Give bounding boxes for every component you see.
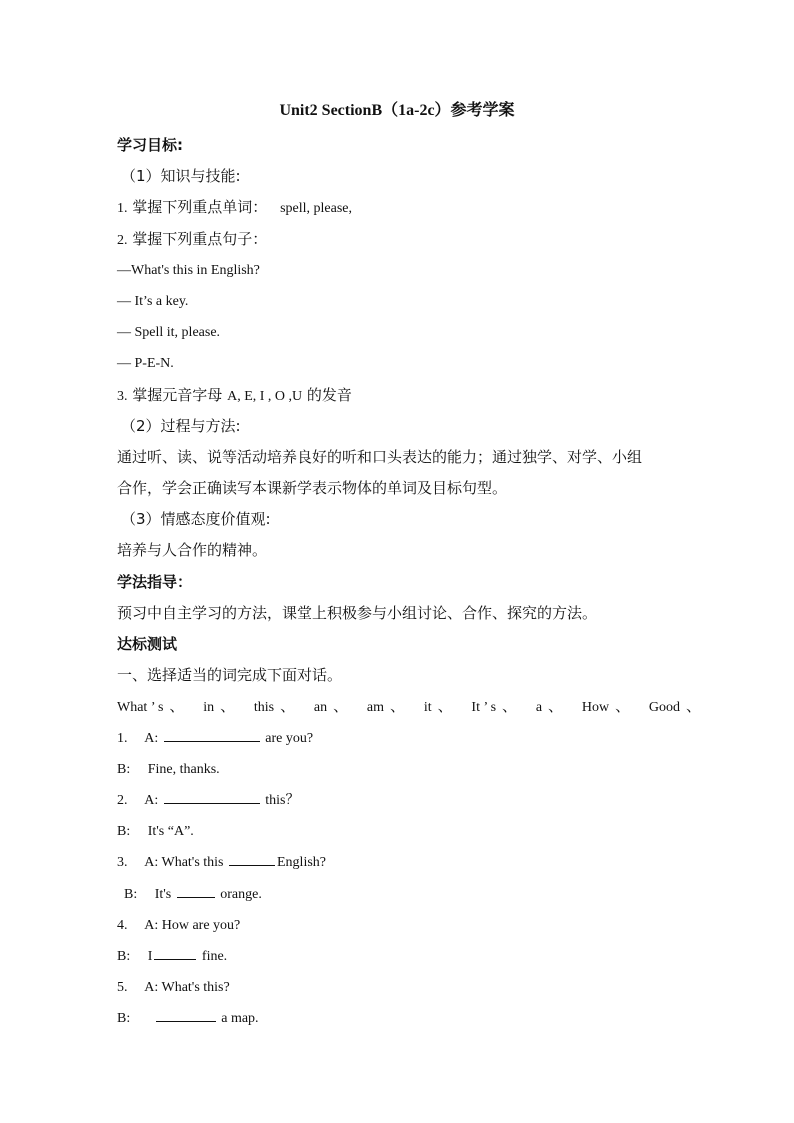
speaker-b-text-end: fine. <box>201 948 228 964</box>
word-bank-item: a <box>535 700 543 716</box>
key-sentence: —What's this in English? <box>117 262 260 278</box>
item-number: 1. <box>117 201 128 217</box>
question-5-b <box>117 1003 697 1034</box>
question-4-a <box>117 910 697 941</box>
word-separator: 、 <box>686 697 702 716</box>
speaker-a-text: A: What's this? <box>144 980 230 996</box>
test-section-1-instruction: 一、选择适当的词完成下面对话。 <box>117 666 343 685</box>
speaker-b-text: I <box>147 948 153 964</box>
question-number: 1. <box>117 730 128 746</box>
speaker-a-text-end: English? <box>277 855 326 871</box>
key-words: spell, please, <box>280 201 352 217</box>
question-number: 3. <box>117 855 128 871</box>
question-number: 5. <box>117 980 128 996</box>
question-1-b <box>117 754 697 785</box>
vowel-letters: A, E, I , O ,U <box>227 388 303 404</box>
question-2-b <box>117 816 697 847</box>
speaker-a-text-end: are you? <box>265 730 314 746</box>
attitude-text: 培养与人合作的精神。 <box>117 541 268 560</box>
key-sentence: — Spell it, please. <box>117 325 221 341</box>
question-3-b <box>117 879 697 910</box>
objective-item-3 <box>117 380 697 411</box>
answer-blank[interactable] <box>164 727 260 742</box>
objectives-heading: 学习目标: <box>117 136 183 154</box>
word-separator: 、 <box>220 697 236 716</box>
item-text: 掌握元音字母 <box>132 385 223 404</box>
word-separator: 、 <box>280 697 296 716</box>
item-number: 3. <box>117 388 128 404</box>
question-4-b <box>117 941 697 972</box>
item-text: 掌握下列重点句子： <box>132 229 268 248</box>
document-body <box>117 130 702 1034</box>
word-separator: 、 <box>437 697 453 716</box>
word-bank-item: this <box>253 700 275 716</box>
answer-blank[interactable] <box>177 883 215 898</box>
speaker-a-text: A: How are you? <box>144 917 241 933</box>
item-text-end: 的发音 <box>306 385 352 404</box>
objective-subheading-skills: （1）知识与技能: <box>121 167 241 186</box>
question-number: 2. <box>117 792 128 808</box>
question-number: 4. <box>117 917 128 933</box>
answer-blank[interactable] <box>229 851 275 866</box>
speaker-label: B: <box>124 886 138 902</box>
item-text: 掌握下列重点单词： <box>132 198 268 217</box>
speaker-label: B: <box>117 1011 131 1027</box>
speaker-a-text: A: What's this <box>144 855 224 871</box>
speaker-a-text-end: this？ <box>265 792 300 808</box>
word-bank-item: an <box>313 700 328 716</box>
word-separator: 、 <box>615 697 631 716</box>
objective-subheading-attitude: （3）情感态度价值观: <box>121 510 271 529</box>
speaker-b-text-end: a map. <box>221 1011 259 1027</box>
question-5-a <box>117 972 697 1003</box>
question-3-a <box>117 847 697 878</box>
key-sentence: — It’s a key. <box>117 293 189 309</box>
word-bank-item: It ’ s <box>471 700 497 716</box>
speaker-a-text: A: <box>144 792 159 808</box>
guidance-text: 预习中自主学习的方法，课堂上积极参与小组讨论、合作、探究的方法。 <box>117 603 598 622</box>
key-sentence: — P-E-N. <box>117 356 174 372</box>
speaker-b-text-end: orange. <box>220 886 262 902</box>
word-separator: 、 <box>548 697 564 716</box>
process-text-line-2: 合作，学会正确读写本课新学表示物体的单词及目标句型。 <box>117 479 508 498</box>
speaker-b-text: It's “A”. <box>147 824 194 840</box>
speaker-label: B: <box>117 761 131 777</box>
answer-blank[interactable] <box>164 789 260 804</box>
speaker-b-text: Fine, thanks. <box>147 761 220 777</box>
speaker-label: B: <box>117 824 131 840</box>
objective-item-2 <box>117 224 697 255</box>
answer-blank[interactable] <box>156 1007 216 1022</box>
word-bank-item: How <box>581 700 610 716</box>
speaker-b-text: It's <box>154 886 172 902</box>
word-bank-item: What ’ s <box>117 700 164 716</box>
word-bank <box>117 691 702 722</box>
process-text-line-1: 通过听、读、说等活动培养良好的听和口头表达的能力；通过独学、对学、小组 <box>117 447 643 466</box>
answer-blank[interactable] <box>154 945 196 960</box>
speaker-a-text: A: <box>144 730 159 746</box>
speaker-label: B: <box>117 948 131 964</box>
word-separator: 、 <box>390 697 406 716</box>
word-separator: 、 <box>169 697 185 716</box>
question-1-a <box>117 723 697 754</box>
word-bank-item: Good <box>648 700 680 716</box>
word-separator: 、 <box>502 697 518 716</box>
guidance-heading: 学法指导： <box>117 572 193 591</box>
objective-item-1 <box>117 192 697 223</box>
question-2-a <box>117 785 697 816</box>
word-separator: 、 <box>333 697 349 716</box>
word-bank-item: it <box>423 700 432 716</box>
test-heading: 达标测试 <box>117 635 178 653</box>
page-title: Unit2 SectionB（1a-2c）参考学案 <box>279 102 515 119</box>
item-number: 2. <box>117 232 128 248</box>
objective-subheading-process: （2）过程与方法: <box>121 416 241 435</box>
word-bank-item: am <box>366 700 385 716</box>
word-bank-item: in <box>203 700 215 716</box>
